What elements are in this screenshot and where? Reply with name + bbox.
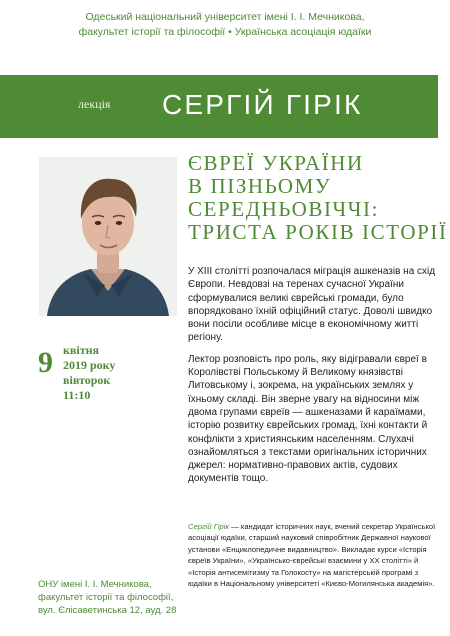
bio-text: — кандидат історичних наук, вчений секретар Української асоціації юдаїки, старший науковий співробітник Державної наукової установи «Енциклопедичне видавництво». Викладає курси «Історія євреїв України», «Українсько-єврейські взаємини у ХХ столітті» й «Історія антисемітизму та Голокосту» на магістерській програмі з юдаїки в Національному університеті «Києво-Могилянська академія». bbox=[188, 522, 436, 589]
lecture-title-line-3: СЕРЕДНЬОВІЧЧІ: bbox=[188, 197, 380, 221]
venue-line-3: вул. Єлісаветинська 12, ауд. 28 bbox=[38, 605, 177, 616]
speaker-banner bbox=[0, 75, 438, 138]
speaker-portrait-icon bbox=[39, 157, 177, 316]
lecture-title-line-1: ЄВРЕЇ УКРАЇНИ bbox=[188, 151, 364, 175]
organizers-line-1: Одеський національний університет імені І. І. Мечникова, bbox=[85, 11, 365, 23]
lecture-title-line-2: В ПІЗНЬОМУ bbox=[188, 174, 332, 198]
lecture-description bbox=[188, 265, 438, 494]
organizers-line-2: факультет історії та філософії • Українська асоціація юдаїки bbox=[78, 26, 372, 38]
lecture-title bbox=[188, 151, 448, 244]
lecture-title-line-4: ТРИСТА РОКІВ ІСТОРІЇ bbox=[188, 220, 448, 244]
description-paragraph-1: У XIII столітті розпочалася міграція ашкеназів на схід Європи. Невдовзі на теренах сучасної України сформувалися великі єврейські громади, було впорядковано їхній офіційний статус. Доволі швидко вони посіли особливе місце в економічному житті регіону. bbox=[188, 266, 436, 344]
venue-line-1: ОНУ імені І. І. Мечникова, bbox=[38, 579, 152, 590]
speaker-bio bbox=[188, 521, 440, 589]
venue-line-2: факультет історії та філософії, bbox=[38, 592, 174, 603]
description-paragraph-2: Лектор розповість про роль, яку відігравали євреї в Королівстві Польському й Великому князівстві Литовському і, зокрема, на українських землях у їхньому складі. Він зверне увагу на відносини між двома групами євреїв — ашкеназами й караїмами, історію розвитку єврейських громад, їхні контакти й конфлікти з християнським населенням. Слухачі ознайомляться з текстами оригінальних історичних джерел: нормативно-правових актів, судових документів тощо. bbox=[188, 353, 428, 485]
event-day: 9 bbox=[38, 346, 53, 379]
event-date-details bbox=[63, 343, 115, 403]
organizers-header bbox=[0, 10, 450, 40]
event-month: квітня bbox=[63, 343, 100, 357]
venue-address bbox=[38, 578, 188, 617]
event-time: 11:10 bbox=[63, 388, 91, 402]
event-weekday: вівторок bbox=[63, 373, 111, 387]
bio-speaker-name: Сергій Гірік bbox=[188, 522, 230, 531]
event-year: 2019 року bbox=[63, 358, 116, 372]
speaker-name: СЕРГІЙ ГІРІК bbox=[162, 89, 363, 120]
speaker-photo bbox=[39, 157, 177, 316]
event-kind-label: лекція bbox=[78, 97, 111, 111]
